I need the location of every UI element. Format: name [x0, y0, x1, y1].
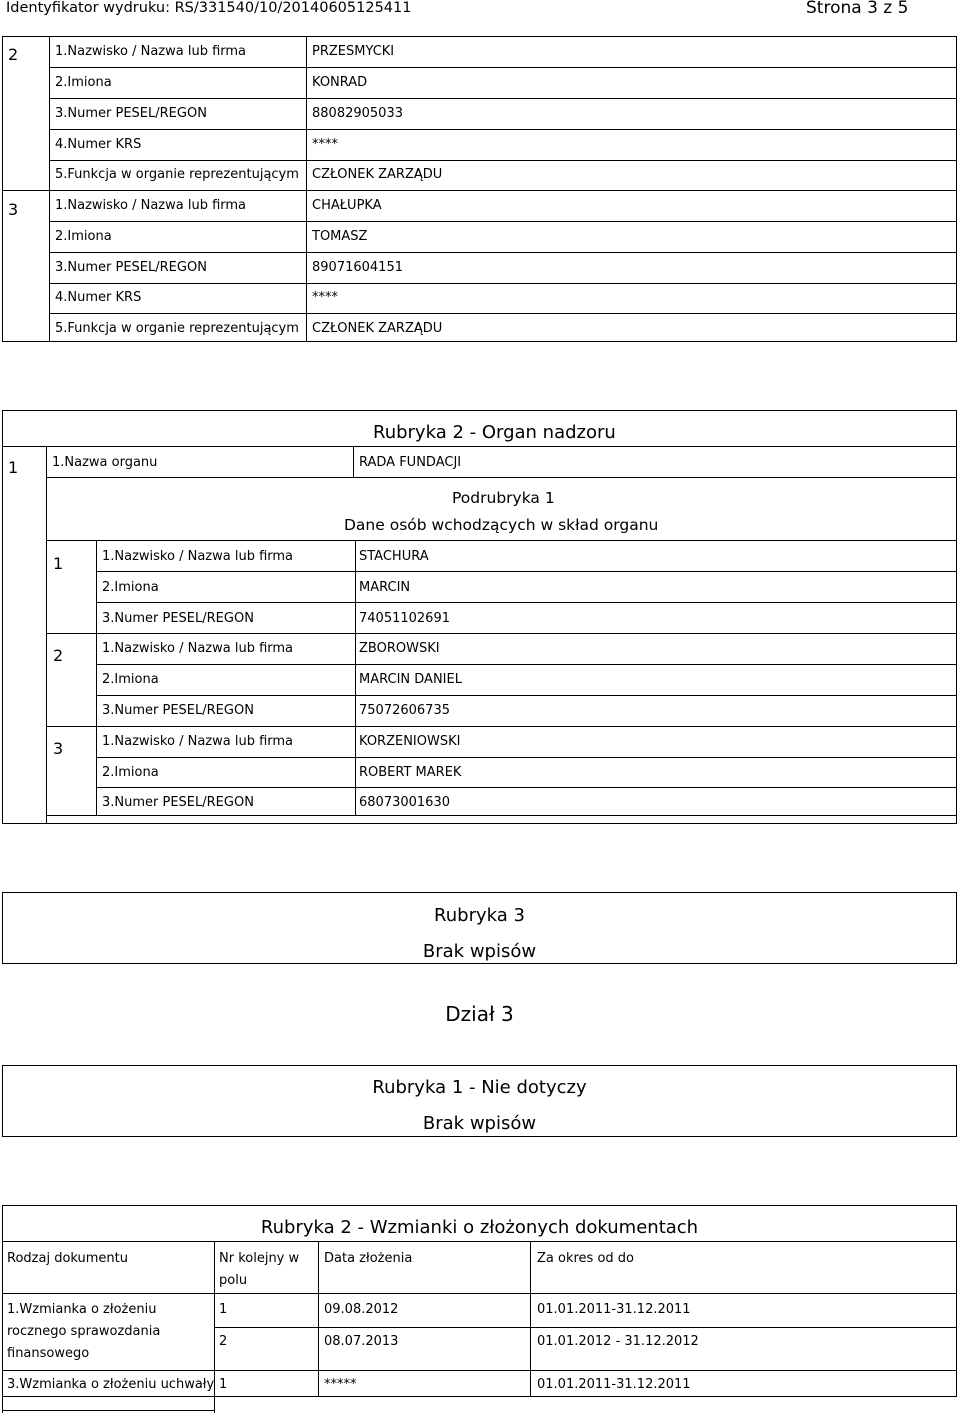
field-label: 2.Imiona — [102, 672, 159, 687]
rubryka-title: Rubryka 3 — [434, 905, 525, 926]
row-number: 2 — [53, 646, 64, 665]
row-number: 3 — [8, 200, 19, 219]
field-label: 3.Numer PESEL/REGON — [102, 795, 254, 810]
field-value: CHAŁUPKA — [312, 198, 382, 213]
entry-period: 01.01.2011-31.12.2011 — [537, 1302, 691, 1317]
field-label: 1.Nazwisko / Nazwa lub firma — [102, 549, 294, 564]
field-label: 5.Funkcja w organie reprezentującym — [55, 321, 299, 336]
subsection-subtitle: Dane osób wchodzących w skład organu — [344, 516, 659, 534]
empty-note: Brak wpisów — [422, 941, 537, 962]
row-number: 2 — [8, 45, 19, 64]
section-title: Dział 3 — [445, 1002, 514, 1026]
field-label: 2.Imiona — [55, 75, 112, 90]
field-label: 1.Nazwa organu — [52, 455, 158, 470]
column-header: Nr kolejny w — [219, 1251, 300, 1266]
row-number: 1 — [53, 554, 64, 573]
entry-number: 2 — [219, 1334, 228, 1349]
entry-date: 08.07.2013 — [324, 1334, 399, 1349]
subsection-title: Podrubryka 1 — [452, 489, 555, 507]
column-header: polu — [219, 1273, 248, 1288]
field-value: MARCIN — [359, 580, 411, 595]
column-header: Za okres od do — [537, 1251, 634, 1266]
empty-note: Brak wpisów — [422, 1113, 537, 1134]
rubryka-title: Rubryka 1 - Nie dotyczy — [372, 1077, 587, 1098]
entry-period: 01.01.2011-31.12.2011 — [537, 1377, 691, 1392]
row-number: 1 — [8, 458, 19, 477]
entry-date: 09.08.2012 — [324, 1302, 399, 1317]
document-type: rocznego sprawozdania — [7, 1324, 161, 1339]
rubryka-title: Rubryka 2 - Wzmianki o złożonych dokumentach — [260, 1217, 699, 1238]
field-value: **** — [312, 290, 338, 305]
field-label: 1.Nazwisko / Nazwa lub firma — [102, 641, 294, 656]
rubryka-title: Rubryka 2 - Organ nadzoru — [373, 422, 616, 443]
field-value: ROBERT MAREK — [359, 765, 462, 780]
repr-table — [2, 36, 957, 342]
field-value: 89071604151 — [312, 260, 403, 275]
print-id: Identyfikator wydruku: RS/331540/10/20140605125411 — [6, 0, 412, 16]
field-label: 3.Numer PESEL/REGON — [102, 703, 254, 718]
field-value: 74051102691 — [359, 611, 450, 626]
document-type: finansowego — [7, 1346, 90, 1361]
field-value: STACHURA — [359, 549, 429, 564]
field-value: **** — [312, 137, 338, 152]
field-label: 4.Numer KRS — [55, 290, 142, 305]
field-value: RADA FUNDACJI — [359, 455, 462, 470]
field-value: CZŁONEK ZARZĄDU — [312, 321, 443, 336]
row-number: 3 — [53, 739, 64, 758]
field-label: 2.Imiona — [102, 765, 159, 780]
entry-date: ***** — [324, 1377, 357, 1392]
field-value: 75072606735 — [359, 703, 450, 718]
field-label: 3.Numer PESEL/REGON — [102, 611, 254, 626]
field-value: KORZENIOWSKI — [359, 734, 461, 749]
field-value: KONRAD — [312, 75, 368, 90]
field-label: 2.Imiona — [102, 580, 159, 595]
field-value: PRZESMYCKI — [312, 44, 395, 59]
document-type: 1.Wzmianka o złożeniu — [7, 1302, 157, 1317]
field-label: 3.Numer PESEL/REGON — [55, 260, 207, 275]
entry-number: 1 — [219, 1302, 228, 1317]
field-value: ZBOROWSKI — [359, 641, 440, 656]
field-label: 1.Nazwisko / Nazwa lub firma — [55, 198, 247, 213]
field-value: CZŁONEK ZARZĄDU — [312, 167, 443, 182]
entry-period: 01.01.2012 - 31.12.2012 — [537, 1334, 699, 1349]
column-header: Data złożenia — [324, 1251, 413, 1266]
column-header: Rodzaj dokumentu — [7, 1251, 128, 1266]
field-label: 3.Numer PESEL/REGON — [55, 106, 207, 121]
field-value: MARCIN DANIEL — [359, 672, 462, 687]
field-label: 2.Imiona — [55, 229, 112, 244]
document-type: 3.Wzmianka o złożeniu uchwały — [7, 1377, 215, 1392]
field-value: TOMASZ — [312, 229, 368, 244]
page-number: Strona 3 z 5 — [806, 0, 909, 18]
entry-number: 1 — [219, 1377, 228, 1392]
field-value: 88082905033 — [312, 106, 403, 121]
field-label: 4.Numer KRS — [55, 137, 142, 152]
field-value: 68073001630 — [359, 795, 450, 810]
field-label: 5.Funkcja w organie reprezentującym — [55, 167, 299, 182]
field-label: 1.Nazwisko / Nazwa lub firma — [55, 44, 247, 59]
field-label: 1.Nazwisko / Nazwa lub firma — [102, 734, 294, 749]
